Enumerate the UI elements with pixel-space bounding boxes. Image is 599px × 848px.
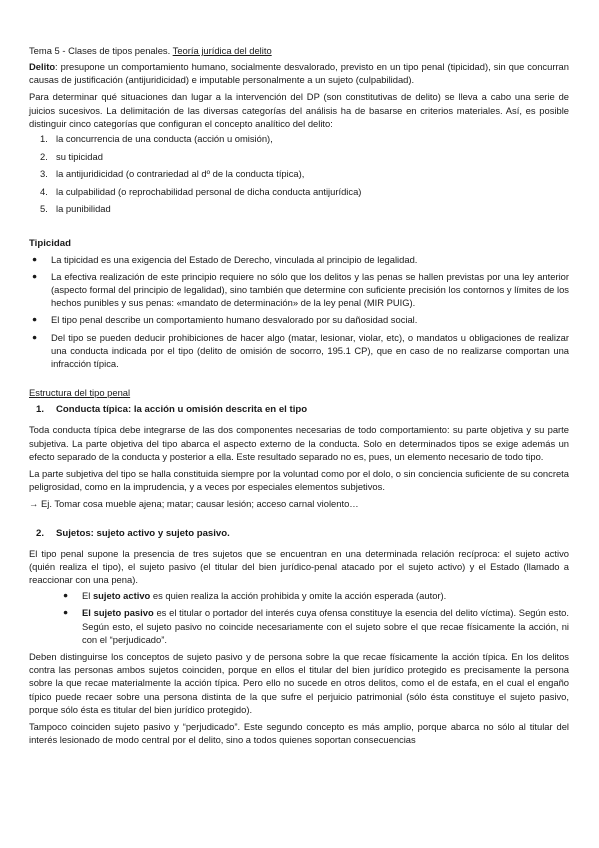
estructura-heading[interactable]: Estructura del tipo penal	[29, 387, 131, 399]
list-number: 5.	[40, 203, 48, 215]
section-2-paragraph-3: Tampoco coinciden sujeto pasivo y “perjudicado”. Este segundo concepto es más amplio, porque abarca no sólo al titular del interés lesionado de modo central por el delito, sino a todos quienes soportan consecuencias	[29, 721, 569, 746]
list-text: su tipicidad	[56, 150, 103, 162]
bullet-icon: ●	[32, 331, 38, 342]
list-text: Del tipo se pueden deducir prohibiciones de hacer algo (matar, lesionar, violar, etc), o mandatos u obligaciones de realizar una conducta indicada por el tipo (delito de omisión de socorro, 195.1 CP), que en caso de no realizarse comportan una infracción típica.	[51, 331, 569, 369]
list-item	[29, 313, 569, 326]
list-item	[29, 606, 569, 646]
section-1-heading	[29, 403, 569, 416]
list-text: La tipicidad es una exigencia del Estado de Derecho, vinculada al principio de legalidad.	[51, 253, 418, 265]
list-text: El tipo penal describe un comportamiento humano desvalorado por su dañosidad social.	[51, 314, 418, 326]
section-1-paragraph-1: Toda conducta típica debe integrarse de las dos componentes necesarias de todo comportamiento: su parte objetiva y su parte subjetiva. La parte objetiva del tipo abarca el aspecto externo de la conducta. Solo en determinados tipos se exige además un efecto separado de la conducta y posterior a ella. Este resultado separado no es, pues, un elemento necesario de todo tipo.	[29, 424, 569, 462]
delito-text: : presupone un comportamiento humano, socialmente desvalorado, previsto en un tipo penal (tipicidad), sin que concurran causas de justificación (antijuridicidad) e imputable personalmente a un sujeto (culpabilidad).	[29, 61, 569, 86]
list-text: la culpabilidad (o reprochabilidad personal de dicha conducta antijurídica)	[56, 185, 362, 197]
bullet-icon: ●	[63, 590, 69, 601]
header-link[interactable]: Teoría jurídica del delito	[172, 45, 272, 56]
text-fragment: es quien realiza la acción prohibida y omite la acción esperada (autor).	[150, 590, 447, 602]
section-number: 1.	[36, 404, 45, 416]
list-text	[82, 589, 569, 602]
bold-term: El sujeto pasivo	[82, 607, 154, 619]
list-text: La efectiva realización de este principio requiere no sólo que los delitos y las penas se hallen previstas por una ley anterior (aspecto formal del principio de legalidad), sino también que determine con suficiente precisión los contornos y límites de los hechos punibles y sus penas: «mandato de determinación» de la ley penal (MIR PUIG).	[51, 270, 569, 309]
list-number: 2.	[40, 150, 48, 162]
list-number: 3.	[40, 168, 48, 180]
bullet-icon: ●	[63, 607, 69, 618]
section-2-paragraph-2: Deben distinguirse los conceptos de sujeto pasivo y de persona sobre la que recae físicamente la acción típica. En los delitos contra las personas ambos sujetos coinciden, porque en ellos el titular del bien jurídico protegido es precisamente la persona sobre la que recae materialmente la acción típica. Pero ello no sucede en otros delitos, como el de estafa, en el cual el engaño típico puede recaer sobre una persona distinta de la que sufre el perjuicio patrimonial (sólo ésta constituye el sujeto pasivo, porque sólo ésta es titular del bien jurídico protegido).	[29, 650, 569, 715]
bullet-icon: ●	[32, 314, 38, 325]
list-item	[29, 132, 569, 145]
intro-paragraph: Para determinar qué situaciones dan lugar a la intervención del DP (son constitutivas de delito) se lleva a cabo una serie de juicios sucesivos. La delimitación de las diversas categorías del análisis ha de basarse en criterios materiales. Así, es posible distinguir cinco categorías que configuran el concepto analítico del delito:	[29, 91, 569, 129]
list-text: la punibilidad	[56, 203, 111, 215]
section-2-heading	[29, 527, 569, 540]
list-text	[82, 606, 569, 646]
list-item	[29, 253, 569, 266]
list-item	[29, 589, 569, 602]
list-item	[29, 150, 569, 163]
bullet-icon: ●	[32, 253, 38, 264]
list-number: 1.	[40, 133, 48, 145]
categories-list	[29, 132, 569, 215]
list-item	[29, 185, 569, 198]
list-text: la antijuridicidad (o contrariedad al dº de la conducta típica),	[56, 168, 305, 180]
list-number: 4.	[40, 185, 48, 197]
header-prefix: Tema 5 - Clases de tipos penales.	[29, 45, 173, 56]
list-text: la concurrencia de una conducta (acción u omisión),	[56, 133, 273, 145]
tipicidad-list	[29, 253, 569, 371]
tipicidad-heading: Tipicidad	[29, 237, 71, 249]
list-item	[29, 331, 569, 371]
delito-definition	[29, 60, 569, 86]
sujetos-list	[29, 589, 569, 646]
section-1-example: → Ej. Tomar cosa mueble ajena; matar; causar lesión; acceso carnal violento…	[29, 498, 359, 510]
document-header	[29, 44, 569, 57]
section-2-paragraph-1: El tipo penal supone la presencia de tres sujetos que se encuentran en una determinada relación recíproca: el sujeto activo (quién realiza el tipo), el sujeto pasivo (el titular del bien jurídico-penal atacado por el sujeto activo) y el Estado (llamado a reaccionar con una pena).	[29, 547, 569, 585]
section-number: 2.	[36, 527, 45, 539]
list-item	[29, 202, 569, 215]
text-fragment: es el titular o portador del interés cuya ofensa constituye la esencia del delito víctima). Según esto. Según esto, el sujeto pasivo no coincide necesariamente con el sujeto sobre el que recae físicamente la acción, ni con el “perjudicado”.	[82, 607, 570, 645]
bullet-icon: ●	[32, 270, 38, 281]
bold-term: sujeto activo	[92, 590, 151, 602]
section-1-paragraph-2: La parte subjetiva del tipo se halla constituida siempre por la voluntad como por el dolo, o sin conciencia suficiente de su concreta peligrosidad, como en la imprudencia, y a veces por especiales elementos subjetivos.	[29, 467, 569, 493]
text-fragment: El	[82, 590, 93, 602]
delito-term: Delito	[29, 61, 56, 72]
list-item	[29, 167, 569, 180]
section-title: Conducta típica: la acción u omisión descrita en el tipo	[56, 404, 308, 416]
list-item	[29, 270, 569, 310]
section-title: Sujetos: sujeto activo y sujeto pasivo.	[56, 527, 230, 539]
